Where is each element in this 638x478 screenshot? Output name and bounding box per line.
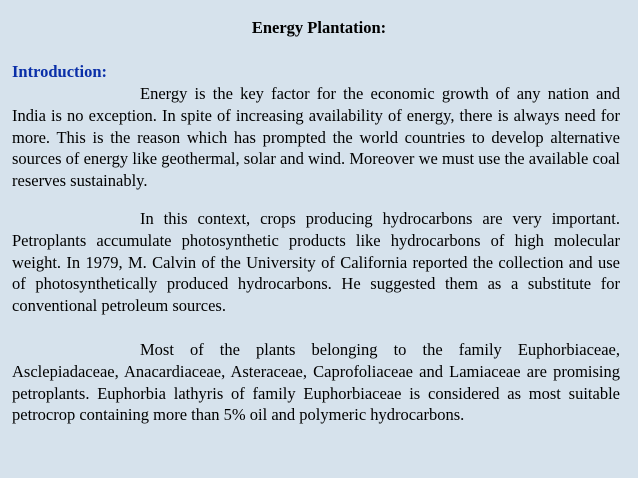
paragraph-2: [12, 208, 620, 317]
section-heading: Introduction:: [12, 62, 108, 81]
slide-title: Energy Plantation:: [251, 18, 387, 37]
paragraph-3-text: Most of the plants belonging to the family Euphorbiaceae, Asclepiadaceae, Anacardiaceae, Asteraceae, Caprofoliaceae and Lamiaceae are promising petroplants. Euphorbia lathyris of family Euphorbiaceae is considered as most suitable petrocrop containing more than 5% oil and polymeric hydrocarbons.: [12, 340, 620, 425]
paragraph-1-text: Energy is the key factor for the economic growth of any nation and India is no exception. In spite of increasing availability of energy, there is always need for more. This is the reason which has prompted the world countries to develop alternative sources of energy like geothermal, solar and wind. Moreover we must use the available coal reserves sustainably.: [12, 84, 620, 191]
paragraph-2-text: In this context, crops producing hydrocarbons are very important. Petroplants accumulate photosynthetic products like hydrocarbons of high molecular weight. In 1979, M. Calvin of the University of California reported the collection and use of photosynthetically produced hydrocarbons. He suggested them as a substitute for conventional petroleum sources.: [12, 209, 620, 316]
paragraph-3: [12, 339, 620, 426]
paragraph-1: [12, 83, 620, 192]
